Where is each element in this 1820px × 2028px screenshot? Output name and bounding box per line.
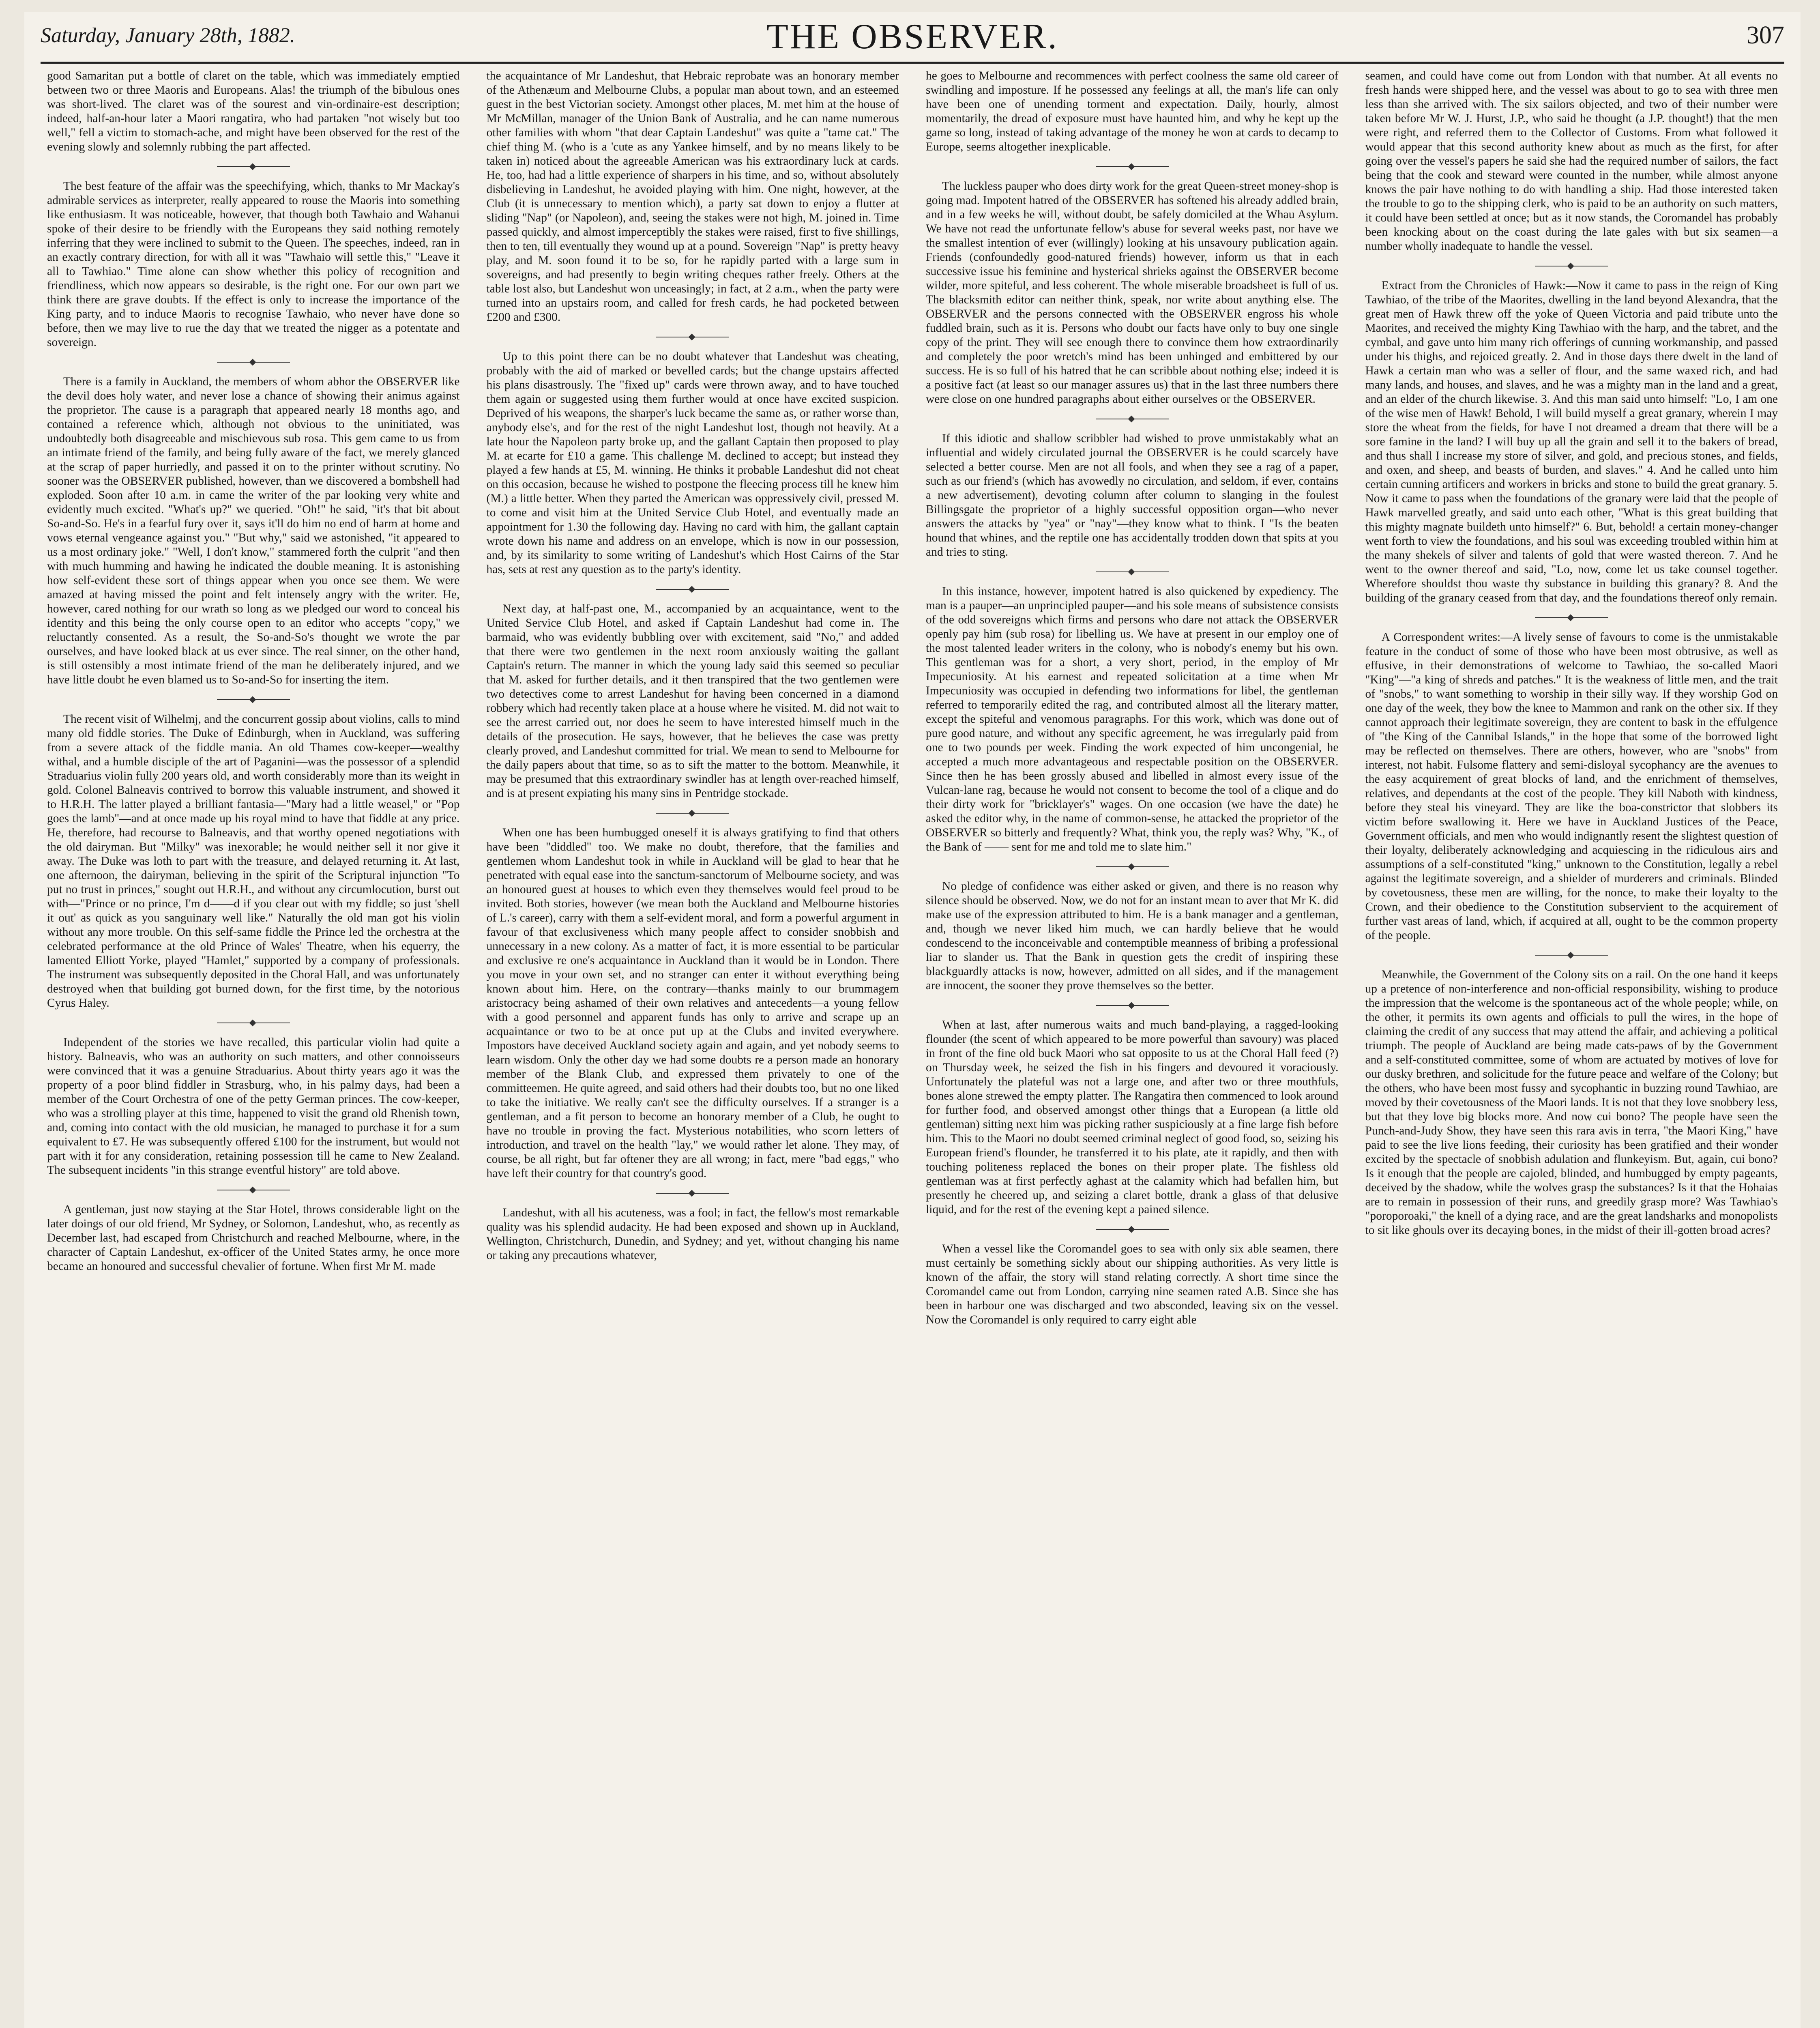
article-paragraph: When a vessel like the Coromandel goes to sea with only six able seamen, there must certainly be something sickly about our shipping authorities. As very little is known of the affair, the story will stand relating correctly. A short time since the Coromandel came out from London, carrying nine seamen rated A.B. Since she has been in harbour one was discharged and two absconded, leaving six on the vessel. Now the Coromandel is only required to carry eight able [926,1242,1339,1326]
article-paragraph: Landeshut, with all his acuteness, was a fool; in fact, the fellow's most remarkable quality was his splendid audacity. He had been exposed and shown up in Auckland, Wellington, Christchurch, Dunedin, and Sydney; and yet, without changing his name or taking any precautions whatever, [486,1206,899,1262]
article-paragraph: The luckless pauper who does dirty work for the great Queen-street money-shop is going mad. Impotent hatred of the OBSERVER has softened his already addled brain, and in a few weeks he will, without doubt, be safely domiciled at the Whau Asylum. We have not read the unfortunate fellow's abuse for several weeks past, nor have we the smallest intention of ever (willingly) looking at his unsavoury publication again. Friends (confoundedly good-natured friends) however, inform us that in each successive issue his feminine and hysterical shrieks against the OBSERVER become wilder, more spiteful, and less coherent. The whole miserable broadsheet is full of us. The blacksmith editor can neither think, speak, nor write about anything else. The OBSERVER and the persons connected with the OBSERVER engross his whole fuddled brain, such as it is. Persons who doubt our facts have only to buy one single copy of the print. They will see enough there to convince them how extraordinarily and completely the poor wretch's mind has been unhinged and embittered by our success. He is so full of his hatred that he can scribble about nothing else; indeed it is a positive fact (at least so our manager assures us) that in the last three numbers there were close on one hundred paragraphs about either ourselves or the OBSERVER. [926,180,1339,406]
article-paragraph: good Samaritan put a bottle of claret on the table, which was immediately emptied between two or three Maoris and Europeans. Alas! the triumph of the bibulous ones was short-lived. The claret was of the sourest and vin-ordinaire-est description; indeed, half-an-hour later a Maori rangatira, who had partaken "not wisely but too well," fell a victim to stomach-ache, and might have been observed for the rest of the evening slowly and solemnly rubbing the part affected. [47,69,460,153]
article-paragraph: A Correspondent writes:—A lively sense of favours to come is the unmistakable feature in the conduct of some of those who have been most obtrusive, as well as effusive, in their demonstrations of welcome to Tawhiao, the so-called Maori "King"—"a king of shreds and patches." It is the weakness of little men, and the trait of "snobs," to want something to worship in their silly way. If they worship God on one day of the week, they bow the knee to Mammon and rank on the other six. If they cannot approach their legitimate sovereign, they are content to bask in the effulgence of "the King of the Cannibal Islands," in the hope that some of the borrowed light may be reflected on themselves. There are others, however, who are "snobs" from interest, not habit. Fulsome flattery and semi-disloyal sycophancy are the avenues to the easy acquirement of great blocks of land, and the enrichment of themselves, relatives, and dependants at the cost of the people. They kill Naboth with kindness, before they steal his vineyard. They are like the boa-constrictor that slobbers its victim before swallowing it. Here we have in Auckland Justices of the Peace, Government officials, and men who would indignantly resent the slightest question of their loyalty, deliberately acknowledging and acquiescing in the ridiculous airs and assumptions of a self-constituted "king," unknown to the Constitution, legally a rebel against the legitimate sovereign, and a shielder of murderers and criminals. Blinded by covetousness, these men are willing, for the nonce, to make their loyalty to the Crown, and their obedience to the Constitution subservient to the acquirement of further vast areas of land, which, if acquired at all, ought to be the common property of the people. [1365,631,1778,942]
issue-date: Saturday, January 28th, 1882. [41,24,295,47]
article-paragraph: When one has been humbugged oneself it is always gratifying to find that others have been "diddled" too. We make no doubt, therefore, that the families and gentlemen whom Landeshut took in while in Auckland will be glad to hear that he penetrated with equal ease into the sanctum-sanctorum of Melbourne society, and was an honoured guest at houses to which even they themselves would feel proud to be invited. Both stories, however (we mean both the Auckland and Melbourne histories of L.'s career), carry with them a self-evident moral, and form a powerful argument in favour of that exclusiveness which many people affect to consider snobbish and unnecessary in a new colony. As a matter of fact, it is more essential to be particular and exclusive re one's acquaintance in Auckland than it would be in London. There you move in your own set, and no stranger can enter it without everything being known about him. Here, on the contrary—thanks mainly to our brummagem aristocracy being ashamed of their own relatives and antecedents—a young fellow with a good personnel and apparent funds has only to arrive and scrape up an acquaintance or two to be at once put up at the Clubs and invited everywhere. Impostors have deceived Auckland society again and again, and yet nobody seems to learn wisdom. Only the other day we had some doubts re a person made an honorary member of the Blank Club, and expressed them privately to one of the committeemen. He quite agreed, and said others had their doubts too, but no one liked to take the initiative. We really can't see the difficulty ourselves. If a stranger is a gentleman, and a fit person to become an honorary member of a Club, he ought to have no trouble in proving the fact. Mysterious notabilities, who scorn letters of introduction, and travel on the health "lay," we would rather let alone. They may, of course, be all right, but far oftener they are all wrong; in fact, mere "bad eggs," who have left their country for that country's good. [486,826,899,1180]
article-paragraph: Independent of the stories we have recalled, this particular violin had quite a history. Balneavis, who was an authority on such matters, and other connoisseurs were convinced that it was a genuine Straduarius. About thirty years ago it was the property of a poor blind fiddler in Strasburg, who, in his palmy days, had been a member of the Court Orchestra of one of the petty German princes. The cow-keeper, who was a strolling player at this time, happened to visit the grand old Rhenish town, and, coming into contact with the old musician, he managed to purchase it for a sum equivalent to £7. He was subsequently offered £100 for the instrument, but would not part with it for any consideration, retaining possession till he came to New Zealand. The subsequent incidents "in this strange eventful history" are told above. [47,1036,460,1177]
section-separator [656,589,729,590]
article-paragraph: A gentleman, just now staying at the Star Hotel, throws considerable light on the later doings of our old friend, Mr Sydney, or Solomon, Landeshut, who, as recently as December last, had escaped from Christchurch and reached Melbourne, where, in the character of Captain Landeshut, ex-officer of the United States army, he once more became an honoured and successful chevalier of fortune. When first Mr M. made [47,1203,460,1273]
article-paragraph: There is a family in Auckland, the members of whom abhor the OBSERVER like the devil does holy water, and never lose a chance of showing their animus against the proprietor. The cause is a paragraph that appeared nearly 18 months ago, and contained a reference which, although not obvious to the uninitiated, was undoubtedly both disagreeable and mischievous sub rosa. This gem came to us from an intimate friend of the family, and being fully aware of the fact, we merely glanced at the scrap of paper hurriedly, and passed it on to the printer without scrutiny. No sooner was the OBSERVER published, however, than we discovered a bombshell had exploded. Soon after 10 a.m. in came the writer of the par looking very white and evidently much excited. "What's up?" we queried. "Oh!" he said, "it's that bit about So-and-So. He's in a fearful fury over it, says it'll do him no end of harm at home and vows eternal vengeance against you." "But why," said we astonished, "it appeared to us a most ordinary joke." "Well, I don't know," stammered forth the culprit "and then with much humming and hawing he indicated the double meaning. It is astonishing how self-evident these sort of things appear when you once see them. We were amazed at having missed the point and felt intensely angry with the writer. He, however, cared nothing for our wrath so long as we pledged our word to conceal his identity and this being the only course open to an editor who accepts "copy," we reluctantly consented. As a result, the So-and-So's thought we wrote the par ourselves, and have looked black at us ever since. The real sinner, on the other hand, is still ostensibly a most intimate friend of the man he deliberately injured, and we have little doubt he even blamed us to So-and-So for inserting the item. [47,375,460,686]
article-paragraph: No pledge of confidence was either asked or given, and there is no reason why silence should be observed. Now, we do not for an instant mean to aver that Mr K. did make use of the expression attributed to him. He is a bank manager and a gentleman, and, though we never liked him much, we can hardly believe that he would condescend to the inconceivable and contemptible meanness of bribing a professional liar to slander us. That the Bank in question gets the credit of inspiring these blackguardly attacks is now, however, admitted on all sides, and if the management are innocent, the sooner they prove themselves so the better. [926,880,1339,992]
section-separator [1096,1005,1169,1006]
section-separator [217,362,290,363]
article-paragraph: The recent visit of Wilhelmj, and the concurrent gossip about violins, calls to mind many old fiddle stories. The Duke of Edinburgh, when in Auckland, was suffering from a severe attack of the fiddle mania. An old Thames cow-keeper—wealthy withal, and a humble disciple of the art of Paganini—was the possessor of a splendid Straduarius violin fully 200 years old, and worth considerably more than its weight in gold. Colonel Balneavis contrived to borrow this valuable instrument, and showed it to H.R.H. The latter played a brilliant fantasia—"Mary had a little weasel," or "Pop goes the lamb"—and at once made up his royal mind to have that fiddle at any price. He, therefore, had recourse to Balneavis, and that worthy opened negotiations with the old dairyman. But "Milky" was inexorable; he would neither sell it nor give it away. The Duke was loth to part with the treasure, and delayed returning it. At last, one afternoon, the dairyman, believing in the spirit of the Scriptural injunction "To put no trust in princes," sought out H.R.H., and without any circumlocution, burst out with—"Prince or no prince, I'm d——d if you clear out with my fiddle; so just 'shell it out' as quick as you sanguinary well like." Naturally the old man got his violin without any more trouble. On this self-same fiddle the Prince led the orchestra at the celebrated performance at the old Prince of Wales' Theatre, when his equerry, the lamented Elliott Yorke, played "Hamlet," supported by a company of professionals. The instrument was subsequently deposited in the Choral Hall, and was unfortunately destroyed when that building got burned down, for the first time, by the notorious Cyrus Haley. [47,713,460,1010]
article-columns [41,69,1784,2028]
article-paragraph: In this instance, however, impotent hatred is also quickened by expediency. The man is a pauper—an unprincipled pauper—and his sole means of subsistence consists of the odd sovereigns which firms and persons who dare not attack the OBSERVER openly pay him (sub rosa) for libelling us. We have at present in our employ one of the most talented leader writers in the colony, who is nobody's enemy but his own. This gentleman was for a short, a very short, period, in the employ of Mr Impecuniosity. At his earnest and repeated solicitation at a time when Mr Impecuniosity was occupied in defending two informations for libel, the gentleman referred to temporarily edited the rag, and contributed almost all the literary matter, except the spiteful and venomous paragraphs. For this work, which was done out of pure good nature, and without any specific agreement, he was irregularly paid from one to two pounds per week. Finding the work expected of him uncongenial, he accepted a much more advantageous and respectable position on the OBSERVER. Since then he has been grossly abused and libelled in almost every issue of the Vulcan-lane rag, because he would not consent to become the tool of a clique and do their dirty work for "bricklayer's" wages. On one occasion (we have the date) he asked the editor why, in the name of common-sense, he attacked the proprietor of the OBSERVER so bitterly and frequently? What, think you, the reply was? Why, "K., of the Bank of —— sent for me and told me to slate him." [926,585,1339,853]
column-3 [919,69,1345,2028]
article-paragraph: he goes to Melbourne and recommences with perfect coolness the same old career of swindling and imposture. If he possessed any feelings at all, the man's life can only have been one of unending torment and expectation. Daily, hourly, almost momentarily, the dread of exposure must have haunted him, and why he kept up the game so long, instead of taking advantage of the money he won at cards to decamp to Europe, seems altogether inexplicable. [926,69,1339,153]
article-paragraph: The best feature of the affair was the speechifying, which, thanks to Mr Mackay's admirable services as interpreter, really appeared to rouse the Maoris into something like enthusiasm. It was noticeable, however, that though both Tawhaio and Wahanui spoke of their desire to be friendly with the Europeans they said nothing remotely inferring that they were inclined to submit to the Queen. The speeches, indeed, ran in an exactly contrary direction, for with all it was "Tawhaio will settle this," "Leave it all to Tawhiao." Time alone can show whether this policy of recognition and friendliness, which now appears so desirable, is the right one. For our own part we think there are grave doubts. If the effect is only to increase the importance of the King party, and to induce Maoris to recognise Tawhaio, who never have done so before, then we may live to rue the day that we treated the nigger as a potentate and sovereign. [47,180,460,349]
section-separator [1096,1229,1169,1230]
section-separator [656,1193,729,1194]
masthead [41,16,1784,57]
column-4 [1359,69,1785,2028]
column-2 [480,69,906,2028]
masthead-rule [41,62,1784,64]
newspaper-page [24,12,1801,2028]
article-paragraph: When at last, after numerous waits and much band-playing, a ragged-looking flounder (the scent of which appeared to be more powerful than savoury) was placed in front of the fine old buck Maori who sat opposite to us at the Choral Hall feed (?) on Thursday week, he seized the fish in his fingers and devoured it voraciously. Unfortunately the plateful was not a large one, and after two or three mouthfuls, bones alone strewed the empty platter. The Rangatira then commenced to look around for further food, and observed amongst other things that a European (a little old gentleman) sitting next him was picking rather suspiciously at a fine large fish before him. This to the Maori no doubt seemed criminal neglect of good food, so, seizing his European friend's flounder, he transferred it to his plate, ate it rapidly, and then with touching politeness replaced the bones on their proper plate. The fishless old gentleman was at first perfectly aghast at the calamity which had befallen him, but presently he cheered up, and seizing a claret bottle, drank a glass of that delusive liquid, and for the rest of the evening kept a pained silence. [926,1018,1339,1216]
column-1 [41,69,466,2028]
page-number: 307 [1747,21,1784,49]
article-paragraph: seamen, and could have come out from London with that number. At all events no fresh hands were shipped here, and the vessel was about to go to sea with three men less than she arrived with. The six sailors objected, and two of their number were taken before Mr W. J. Hurst, J.P., who said he thought (a J.P. thought!) that the men were right, and referred them to the Collector of Customs. From what followed it would appear that this second authority knew about as much as the first, for after going over the vessel's papers he said she had the required number of sailors, the fact being that the cook and steward were counted in the number, while almost anyone knows the pair have nothing to do with handling a ship. Had those interested taken the trouble to go to the shipping clerk, who is paid to be an authority on such matters, it could have been settled at once; but as it now stands, the Coromandel has probably been knocking about on the coast during the late gales with but six seamen—a number wholly inadequate to handle the vessel. [1365,69,1778,253]
section-separator [1535,955,1608,956]
newspaper-title: THE OBSERVER. [766,17,1058,56]
section-separator [217,699,290,700]
article-paragraph: the acquaintance of Mr Landeshut, that Hebraic reprobate was an honorary member of the Athenæum and Melbourne Clubs, a popular man about town, and an esteemed guest in the best Victorian society. Amongst other places, M. met him at the house of Mr McMillan, manager of the Union Bank of Australia, and he can name numerous other families with whom "that dear Captain Landeshut" was quite a "tame cat." The chief thing M. (who is a 'cute as any Yankee himself, and by no means likely to be taken in) noticed about the agreeable American was his extraordinary luck at cards. He, too, had had a little experience of sharpers in his time, and so, without absolutely disbelieving in Landeshut, he avoided playing with him. One night, however, at the Club (it is unnecessary to mention which), a party sat down to enjoy a flutter at sliding "Nap" (or Napoleon), and, seeing the stakes were not high, M. joined in. Time passed quickly, and almost imperceptibly the stakes were raised, first to five shillings, then to ten, till eventually they wound up at a pound. Sovereign "Nap" is pretty heavy play, and M. soon found it to be so, for he rapidly parted with a large sum in sovereigns, and had presently to begin writing cheques rather freely. Others at the table lost also, but Landeshut won unceasingly; in fact, at 2 a.m., when the party were turned into an upstairs room, and called for fresh cards, he had pocketed between £200 and £300. [486,69,899,324]
section-separator [217,166,290,167]
section-separator [656,813,729,814]
section-separator [1096,571,1169,572]
article-paragraph: Up to this point there can be no doubt whatever that Landeshut was cheating, probably with the aid of marked or bevelled cards; but the change upstairs affected his plans disastrously. The "fixed up" cards were thrown away, and to have touched them again or suggested using them further would at once have excited suspicion. Deprived of his weapons, the sharper's luck became the same as, or rather worse than, anybody else's, and for the rest of the night Landeshut lost, though not heavily. At a late hour the Napoleon party broke up, and the gallant Captain then proposed to play M. at ecarte for £10 a game. This challenge M. declined to accept; but instead they played a few hands at £5, M. winning. He thinks it probable Landeshut did not cheat on this occasion, because he wished to postpone the fleecing process till he knew him (M.) a little better. When they parted the American was oppressively civil, pressed M. to come and visit him at the United Service Club Hotel, and eventually made an appointment for 1.30 the following day. Having no card with him, the gallant captain wrote down his name and address on an envelope, which is now in our possession, and, by its similarity to some writing of Landeshut's which Host Cairns of the Star has, sets at rest any question as to the party's identity. [486,350,899,576]
article-paragraph: Meanwhile, the Government of the Colony sits on a rail. On the one hand it keeps up a pretence of non-interference and non-official responsibility, wishing to produce the impression that the welcome is the spontaneous act of the whole people; while, on the other, it permits its own agents and officials to pull the wires, in the hope of claiming the credit of any success that may attend the affair, and achieving a political triumph. The people of Auckland are being made cats-paws of by the Government and a self-constituted committee, some of whom are actuated by motives of love for our dusky brethren, and solicitude for the future peace and welfare of the Colony; but the others, who have been most fussy and sycophantic in buzzing round Tawhiao, are moved by their covetousness of the Maori lands. It is not that they love snobbery less, but that they love big blocks more. And now cui bono? The people have seen the Punch-and-Judy Show, they have seen this rara avis in terra, "the Maori King," have paid to see the live lions feeding, their curiosity has been gratified and their wonder excited by the spectacle of snobbish adulation and flunkeyism. But, again, cui bono? Is it enough that the people are cajoled, blinded, and humbugged by empty pageants, deceived by the shadow, while the wolves grasp the substances? Is it that the Hohaias are to remain in possession of their runs, and greedily grasp more? Was Tawhiao's "poroporoaki," the knell of a dying race, and are the great landsharks and monopolists to sit like ghouls over its decaying bones, in the midst of their ill-gotten broad acres? [1365,968,1778,1237]
article-paragraph: Extract from the Chronicles of Hawk:—Now it came to pass in the reign of King Tawhiao, of the tribe of the Maorites, dwelling in the land beyond Alexandra, that the great men of Hawk threw off the yoke of Queen Victoria and paid tribute unto the Maorites, and received the mighty King Tawhiao with the harp, and the tabret, and the cymbal, and gave unto him many rich offerings of cunning workmanship, and passed under his thighs, and rejoiced greatly. 2. And in those days there dwelt in the land of Hawk a certain man who was a seller of flour, and the same waxed rich, and had many lands, and houses, and slaves, and he was a mighty man in the land and a great, and an elder of the church likewise. 3. And this man said unto himself: "Lo, I am one of the wise men of Hawk! Behold, I will build myself a great granary, wherein I may store the wheat from the fields, for have I not dreamed a dream that there will be a sore famine in the land? I will buy up all the grain and sell it to the bakers of bread, and thus shall I increase my store of silver, and gold, and precious stones, and fields, and oxen, and sheep, and beasts of burden, and slaves." 4. And he called unto him certain cunning artificers and workers in bricks and stone to build the great granary. 5. Now it came to pass when the foundations of the granary were laid that the people of Hawk marvelled greatly, and said unto each other, "What is this great building that this mighty magnate buildeth unto himself?" 6. But, behold! a certain money-changer went forth to view the foundations, and his soul was exceeding troubled within him at the many shekels of silver and talents of gold that were wasted thereon. 7. And he went to the owner thereof and said, "Lo, now, come let us take counsel together. Wherefore shouldst thou waste thy substance in building this granary? 8. And the building of the granary ceased from that day, and the foundations thereof only remain. [1365,279,1778,604]
section-separator [1096,866,1169,867]
article-paragraph: If this idiotic and shallow scribbler had wished to prove unmistakably what an influential and widely circulated journal the OBSERVER is he could scarcely have selected a better course. Men are not all fools, and when they see a rag of a paper, such as our friend's (which has avowedly no circulation, and seldom, if ever, contains a new advertisement), devoting column after column to slanging in the foulest Billingsgate the proprietor of a highly successful opposition organ—who never answers the attacks by "yea" or "nay"—they know what to think. I "Is the beaten hound that whines, and the reptile one has accidentally trodden down that spits at you and tries to sting. [926,432,1339,559]
section-separator [1535,617,1608,618]
article-paragraph: Next day, at half-past one, M., accompanied by an acquaintance, went to the United Service Club Hotel, and asked if Captain Landeshut had come in. The barmaid, who was evidently bubbling over with excitement, said "No," and added that there were two gentlemen in the next room anxiously waiting the gallant Captain's return. The manner in which the young lady said this seemed so peculiar that M. asked for further details, and it then transpired that the two gentlemen were two detectives come to arrest Landeshut for having been concerned in a diamond robbery which had recently taken place at a house where he visited. M. did not wait to see the arrest carried out, nor does he seem to have interested himself much in the details of the prosecution. He says, however, that he believes the case was pretty clearly proved, and Landeshut committed for trial. We mean to send to Melbourne for the daily papers about that time, so as to sift the matter to the bottom. Meanwhile, it may be presumed that this extraordinary swindler has at length over-reached himself, and is at present expiating his many sins in Pentridge stockade. [486,602,899,800]
section-separator [1096,166,1169,167]
